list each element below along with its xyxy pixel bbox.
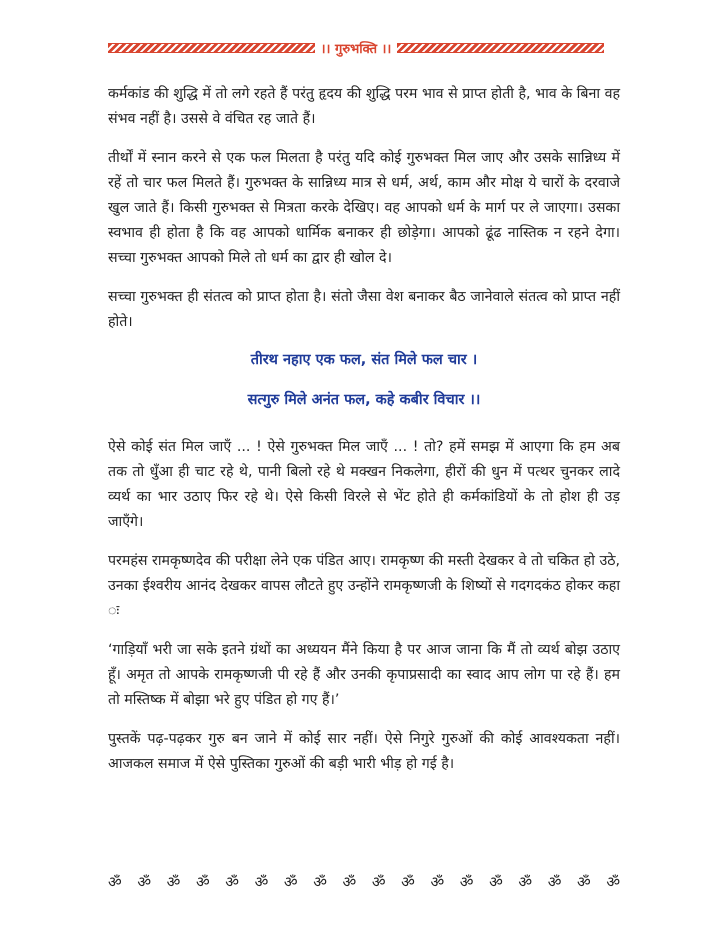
header-rule-left	[108, 43, 315, 53]
om-symbol: ॐ	[606, 873, 620, 891]
om-symbol: ॐ	[254, 873, 269, 891]
page-header	[108, 38, 604, 58]
om-symbol: ॐ	[459, 873, 474, 891]
om-symbol: ॐ	[577, 873, 591, 891]
paragraph-5: परमहंस रामकृष्णदेव की परीक्षा लेने एक पंडित आए। रामकृष्ण की मस्ती देखकर वे तो चकित हो उठे, उनका ईश्वरीय आनंद देखकर वापस लौटते हुए उन्होंने रामकृष्णजी के शिष्यों से गदगदकंठ होकर कहा ः	[108, 553, 620, 619]
paragraph-3: सच्चा गुरुभक्त ही संतत्व को प्राप्त होता है। संतो जैसा वेश बनाकर बैठ जानेवाले संतत्व को प्राप्त नहीं होते।	[108, 289, 620, 330]
om-symbol: ॐ	[342, 873, 357, 891]
om-symbol: ॐ	[137, 873, 151, 891]
couplet-line-1: तीरथ नहाए एक फल, संत मिले फल चार ।	[250, 352, 478, 368]
om-symbol: ॐ	[430, 873, 445, 891]
document-body	[108, 82, 620, 791]
paragraph-4: ऐसे कोई संत मिल जाएँ ... ! ऐसे गुरुभक्त मिल जाएँ ... ! तो? हमें समझ में आएगा कि हम अब तक तो धुँआ ही चाट रहे थे, पानी बिलो रहे थे मक्खन निकलेगा, हीरों की धुन में पत्थर चुनकर लादे व्यर्थ का भार उठाए फिर रहे थे। ऐसे किसी विरले से भेंट होते ही कर्मकांडियों के तो होश ही उड़ जाएँगे।	[108, 439, 620, 530]
paragraph-7: पुस्तकें पढ़-पढ़कर गुरु बन जाने में कोई सार नहीं। ऐसे निगुरे गुरुओं की कोई आवश्यकता नहीं। आजकल समाज में ऐसे पुस्तिका गुरुओं की बड़ी भारी भीड़ हो गई है।	[108, 731, 620, 772]
om-symbol: ॐ	[283, 873, 298, 891]
om-symbol: ॐ	[489, 873, 503, 891]
header-title: ।। गुरुभक्ति ।।	[320, 42, 392, 57]
om-symbol: ॐ	[108, 873, 122, 891]
om-symbol: ॐ	[225, 873, 239, 891]
om-symbol: ॐ	[518, 873, 533, 891]
paragraph-1: कर्मकांड की शुद्धि में तो लगे रहते हैं परंतु हृदय की शुद्धि परम भाव से प्राप्त होती है, भाव के बिना वह संभव नहीं है। उससे वे वंचित रह जाते हैं।	[108, 86, 620, 127]
om-symbol: ॐ	[313, 873, 327, 891]
paragraph-6: ‘गाड़ियाँ भरी जा सके इतने ग्रंथों का अध्ययन मैंने किया है पर आज जाना कि मैं तो व्यर्थ बोझ उठाए हूँ। अमृत तो आपके रामकृष्णजी पी रहे हैं और उनकी कृपाप्रसादी का स्वाद आप लोग पा रहे हैं। हम तो मस्तिष्क में बोझा भरे हुए पंडित हो गए हैं।’	[108, 642, 620, 708]
footer-om-row	[108, 872, 620, 892]
couplet-line-2: सत्गुरु मिले अनंत फल, कहे कबीर विचार ।।	[247, 392, 481, 408]
om-symbol: ॐ	[547, 873, 562, 891]
header-rule-right	[397, 43, 604, 53]
om-symbol: ॐ	[401, 873, 415, 891]
paragraph-2: तीर्थों में स्नान करने से एक फल मिलता है परंतु यदि कोई गुरुभक्त मिल जाए और उसके सान्निध्य में रहें तो चार फल मिलते हैं। गुरुभक्त के सान्निध्य मात्र से धर्म, अर्थ, काम और मोक्ष ये चारों के दरवाजे खुल जाते हैं। किसी गुरुभक्त से मित्रता करके देखिए। वह आपको धर्म के मार्ग पर ले जाएगा। उसका स्वभाव ही होता है कि वह आपको धार्मिक बनाकर ही छोड़ेगा। आपको ढूंढ नास्तिक न रहने देगा। सच्चा गुरुभक्त आपको मिले तो धर्म का द्वार ही खोल दे।	[108, 150, 620, 266]
om-symbol: ॐ	[166, 873, 181, 891]
om-symbol: ॐ	[371, 873, 386, 891]
om-symbol: ॐ	[195, 873, 210, 891]
